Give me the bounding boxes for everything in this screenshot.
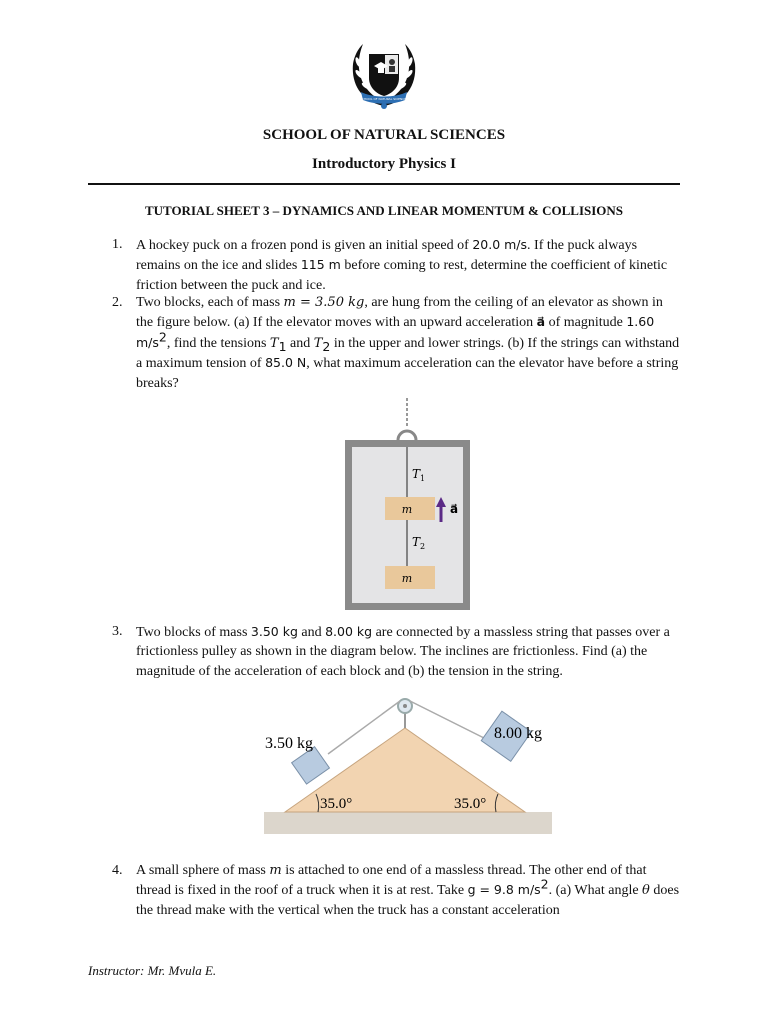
question-text: Two blocks of mass 3.50 kg and 8.00 kg are connected by a massless string that passes over a frictionless pulley as shown in the diagram below. The inclines are frictionless. Find (a) the magnitude of the acceleration of each block and (b) the tension in the string. xyxy=(136,624,670,679)
question-4 xyxy=(112,861,682,920)
left-angle-label: 35.0° xyxy=(320,796,353,812)
double-incline-figure xyxy=(258,692,558,842)
elevator-figure xyxy=(340,398,475,612)
ground xyxy=(264,812,552,834)
question-1 xyxy=(112,235,682,295)
header-divider xyxy=(88,183,680,185)
school-name: SCHOOL OF NATURAL SCIENCES xyxy=(262,127,506,143)
question-number: 2. xyxy=(112,295,123,310)
question-number: 4. xyxy=(112,863,123,878)
sheet-title: TUTORIAL SHEET 3 – DYNAMICS AND LINEAR MOMENTUM & COLLISIONS xyxy=(144,203,624,218)
right-mass-label: 8.00 kg xyxy=(494,725,542,742)
question-number: 3. xyxy=(112,624,123,639)
course-title: Introductory Physics I xyxy=(312,156,456,172)
question-text: A small sphere of mass m is attached to one end of a massless thread. The other end of that thread is fixed in the roof of a truck when it is at rest. Take g = 9.8 $m/s^2$. (a) What angle θ does the thread make with the vertical when the truck has a constant acceleration xyxy=(136,863,680,918)
instructor-footer: Instructor: Mr. Mvula E. xyxy=(88,963,217,978)
tension-t2-label: $T_2$ xyxy=(412,535,426,551)
left-mass-label: 3.50 kg xyxy=(265,735,313,752)
logo-ribbon-text: SCHOOL OF NATURAL SCIENCES xyxy=(359,97,409,101)
question-3 xyxy=(112,622,682,681)
acceleration-label: a⃗ xyxy=(450,502,459,516)
upper-block-label: m xyxy=(401,503,413,516)
question-2 xyxy=(112,293,682,393)
tension-t1-label: $T_1$ xyxy=(412,467,426,483)
question-text: A hockey puck on a frozen pond is given an initial speed of 20.0 m/s. If the puck always remains on the ice and slides 115 m before coming to rest, determine the coefficient of kinetic friction between the puck and ice. xyxy=(136,237,668,293)
right-angle-label: 35.0° xyxy=(454,796,487,812)
lower-block-label: m xyxy=(401,572,413,585)
left-block xyxy=(292,747,330,784)
question-text: Two blocks, each of mass m = 3.50 kg, are hung from the ceiling of an elevator as shown in the figure below. (a) If the elevator moves with an upward acceleration a⃗ of magnitude 1.60 $m/s^2$, find the tensions $T_1$ and $T_2$ in the upper and lower strings. (b) If the strings can withstand a maximum tension of 85.0 N, what maximum acceleration can the elevator have before a string breaks? xyxy=(136,295,680,391)
school-logo xyxy=(345,40,423,112)
question-number: 1. xyxy=(112,237,123,252)
